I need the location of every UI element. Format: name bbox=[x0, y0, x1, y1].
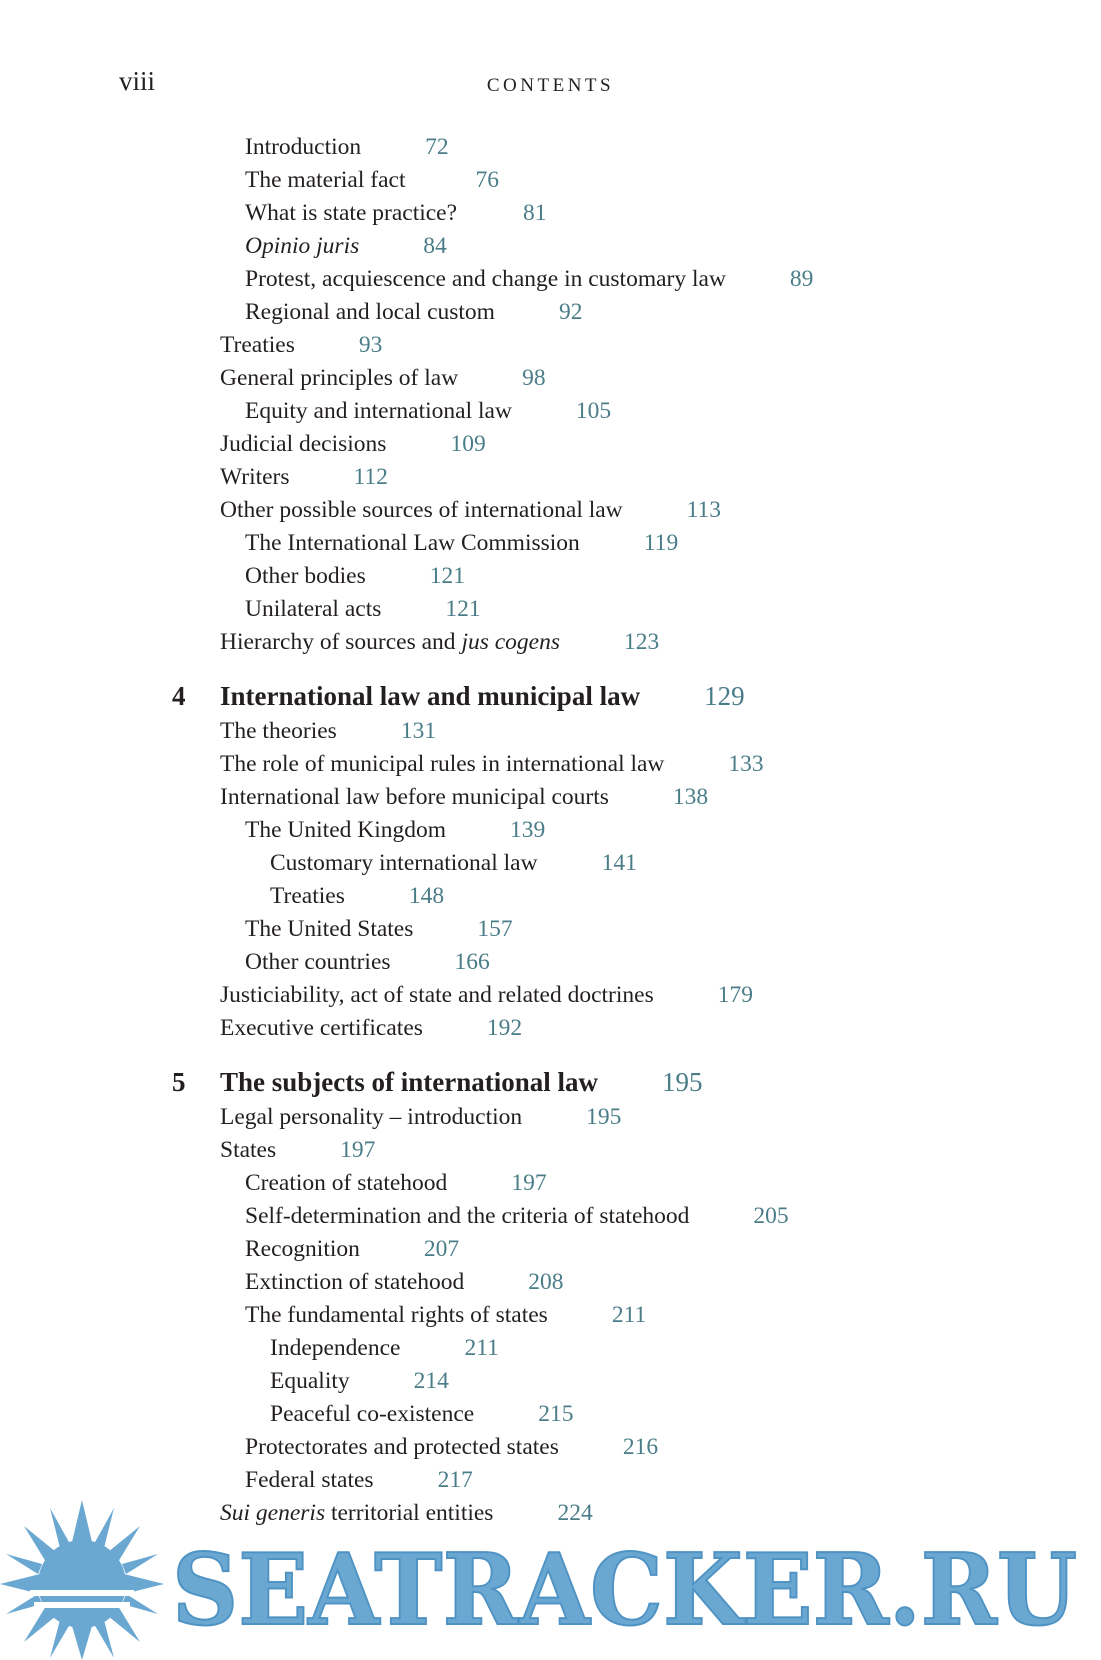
entry-title: Self-determination and the criteria of statehood bbox=[245, 1203, 690, 1229]
entry-page: 113 bbox=[686, 497, 722, 523]
entry-title: What is state practice? bbox=[245, 200, 458, 226]
toc-entry[interactable] bbox=[245, 1238, 459, 1262]
toc-entry[interactable] bbox=[220, 433, 486, 457]
entry-page: 214 bbox=[413, 1368, 449, 1394]
entry-title: Legal personality – introduction bbox=[220, 1104, 523, 1130]
toc-entry[interactable] bbox=[220, 466, 388, 490]
entry-page: 224 bbox=[557, 1500, 593, 1526]
toc-entry[interactable] bbox=[220, 1106, 621, 1130]
entry-page: 84 bbox=[423, 233, 447, 259]
entry-page: 148 bbox=[408, 883, 445, 909]
entry-page: 81 bbox=[523, 200, 547, 226]
toc-entry[interactable] bbox=[245, 169, 499, 193]
entry-page: 93 bbox=[358, 332, 383, 358]
toc-entry[interactable] bbox=[220, 631, 659, 655]
entry-page: 207 bbox=[423, 1236, 460, 1262]
entry-page: 208 bbox=[528, 1269, 564, 1295]
entry-title: Creation of statehood bbox=[245, 1170, 448, 1196]
toc-entry[interactable] bbox=[220, 367, 546, 391]
entry-page: 138 bbox=[672, 784, 709, 810]
entry-page: 105 bbox=[575, 398, 612, 424]
chapter-page: 129 bbox=[704, 681, 745, 711]
entry-title: territorial entities bbox=[325, 1500, 494, 1526]
toc-entry[interactable] bbox=[270, 852, 637, 876]
toc-entry[interactable] bbox=[245, 1469, 473, 1493]
entry-title: Introduction bbox=[245, 134, 362, 160]
entry-title: Equality bbox=[270, 1368, 350, 1394]
toc-entry[interactable] bbox=[245, 400, 611, 424]
toc-entry[interactable] bbox=[245, 1436, 658, 1460]
entry-page: 121 bbox=[445, 596, 481, 622]
toc-entry[interactable] bbox=[245, 532, 678, 556]
entry-title: Writers bbox=[220, 464, 290, 490]
entry-page: 197 bbox=[511, 1170, 547, 1196]
toc-entry[interactable] bbox=[245, 951, 490, 975]
toc-entry[interactable] bbox=[270, 1370, 449, 1394]
entry-title: Justiciability, act of state and related doctrines bbox=[220, 982, 654, 1008]
entry-title: Peaceful co-existence bbox=[270, 1401, 475, 1427]
toc-entry[interactable] bbox=[270, 885, 444, 909]
entry-page: 217 bbox=[437, 1467, 473, 1493]
entry-title: Other possible sources of international law bbox=[220, 497, 623, 523]
watermark-graphic bbox=[0, 1498, 1101, 1660]
entry-title: Regional and local custom bbox=[245, 299, 495, 325]
entry-page: 98 bbox=[522, 365, 546, 391]
entry-page: 211 bbox=[464, 1335, 499, 1361]
toc-entry[interactable] bbox=[245, 565, 465, 589]
entry-page: 192 bbox=[486, 1015, 523, 1041]
entry-page: 89 bbox=[789, 266, 814, 292]
entry-title: Independence bbox=[270, 1335, 401, 1361]
entry-page: 215 bbox=[538, 1401, 574, 1427]
chapter-title: The subjects of international law bbox=[220, 1067, 598, 1097]
toc-entry[interactable] bbox=[245, 819, 545, 843]
entry-page: 133 bbox=[728, 751, 764, 777]
entry-title: The fundamental rights of states bbox=[245, 1302, 548, 1328]
chapter-4-heading[interactable] bbox=[172, 683, 186, 710]
chapter-4-title-row[interactable] bbox=[220, 683, 745, 710]
toc-entry[interactable] bbox=[245, 1304, 646, 1328]
entry-title: Hierarchy of sources and bbox=[220, 629, 462, 655]
toc-entry[interactable] bbox=[270, 1337, 499, 1361]
entry-title: The United States bbox=[245, 916, 414, 942]
entry-title: The theories bbox=[220, 718, 337, 744]
toc-entry[interactable] bbox=[245, 598, 481, 622]
entry-title: Treaties bbox=[220, 332, 295, 358]
entry-title: Judicial decisions bbox=[220, 431, 387, 457]
entry-title: States bbox=[220, 1137, 277, 1163]
entry-page: 109 bbox=[450, 431, 486, 457]
entry-page: 119 bbox=[643, 530, 679, 556]
entry-title: General principles of law bbox=[220, 365, 459, 391]
entry-page: 112 bbox=[353, 464, 388, 490]
entry-page: 195 bbox=[586, 1104, 622, 1130]
entry-page: 92 bbox=[558, 299, 583, 325]
entry-title: International law before municipal courts bbox=[220, 784, 609, 810]
entry-page: 166 bbox=[454, 949, 490, 975]
entry-title: The United Kingdom bbox=[245, 817, 447, 843]
toc-entry[interactable] bbox=[245, 136, 449, 160]
entry-title: The role of municipal rules in international law bbox=[220, 751, 665, 777]
chapter-5-title-row[interactable] bbox=[220, 1069, 703, 1096]
entry-page: 141 bbox=[601, 850, 637, 876]
toc-entry[interactable] bbox=[220, 786, 708, 810]
chapter-number: 4 bbox=[172, 681, 186, 711]
running-head: CONTENTS bbox=[486, 75, 615, 96]
entry-title: Other countries bbox=[245, 949, 391, 975]
entry-title: Extinction of statehood bbox=[245, 1269, 465, 1295]
entry-title: The material fact bbox=[245, 167, 406, 193]
entry-title-italic: Sui generis bbox=[220, 1500, 326, 1526]
watermark bbox=[0, 1498, 1101, 1660]
toc-entry[interactable] bbox=[220, 1017, 522, 1041]
toc-entry[interactable] bbox=[245, 918, 513, 942]
entry-title: Protectorates and protected states bbox=[245, 1434, 559, 1460]
sunburst-icon bbox=[0, 1500, 164, 1660]
entry-page: 205 bbox=[753, 1203, 789, 1229]
entry-page: 121 bbox=[429, 563, 465, 589]
entry-title: Protest, acquiescence and change in customary law bbox=[245, 266, 726, 292]
entry-title: Federal states bbox=[245, 1467, 374, 1493]
entry-title: Recognition bbox=[245, 1236, 360, 1262]
entry-page: 123 bbox=[624, 629, 660, 655]
entry-title: Other bodies bbox=[245, 563, 366, 589]
entry-page: 139 bbox=[510, 817, 546, 843]
entry-page: 216 bbox=[622, 1434, 659, 1460]
entry-page: 157 bbox=[477, 916, 513, 942]
toc-entry[interactable] bbox=[220, 984, 753, 1008]
toc-entry[interactable] bbox=[245, 268, 813, 292]
toc-entry[interactable] bbox=[245, 1172, 547, 1196]
entry-title: Opinio juris bbox=[245, 233, 360, 259]
entry-title: The International Law Commission bbox=[245, 530, 580, 556]
toc-entry[interactable] bbox=[220, 720, 436, 744]
toc-entry[interactable] bbox=[245, 235, 447, 259]
toc-entry[interactable] bbox=[245, 1271, 564, 1295]
entry-page: 72 bbox=[425, 134, 449, 160]
entry-title-italic: jus cogens bbox=[461, 629, 560, 655]
entry-title: Customary international law bbox=[270, 850, 538, 876]
toc-entry[interactable] bbox=[220, 499, 721, 523]
entry-page: 211 bbox=[611, 1302, 647, 1328]
chapter-page: 195 bbox=[662, 1067, 703, 1097]
entry-title: Executive certificates bbox=[220, 1015, 423, 1041]
toc-entry[interactable] bbox=[245, 1205, 789, 1229]
entry-title: Treaties bbox=[270, 883, 345, 909]
chapter-number: 5 bbox=[172, 1067, 186, 1097]
toc-entry[interactable] bbox=[220, 334, 382, 358]
entry-page: 76 bbox=[475, 167, 499, 193]
toc-entry[interactable] bbox=[270, 1403, 573, 1427]
entry-page: 179 bbox=[717, 982, 753, 1008]
watermark-text: SEATRACKER.RU bbox=[172, 1533, 1077, 1648]
entry-page: 131 bbox=[400, 718, 437, 744]
toc-entry[interactable] bbox=[245, 202, 547, 226]
chapter-title: International law and municipal law bbox=[220, 681, 641, 711]
chapter-5-heading[interactable] bbox=[172, 1069, 186, 1096]
folio: viii bbox=[119, 66, 156, 96]
entry-title: Equity and international law bbox=[245, 398, 512, 424]
toc-entry[interactable] bbox=[245, 301, 582, 325]
toc-entry[interactable] bbox=[220, 1139, 375, 1163]
entry-page: 197 bbox=[340, 1137, 376, 1163]
toc-entry[interactable] bbox=[220, 753, 764, 777]
entry-title: Unilateral acts bbox=[245, 596, 382, 622]
